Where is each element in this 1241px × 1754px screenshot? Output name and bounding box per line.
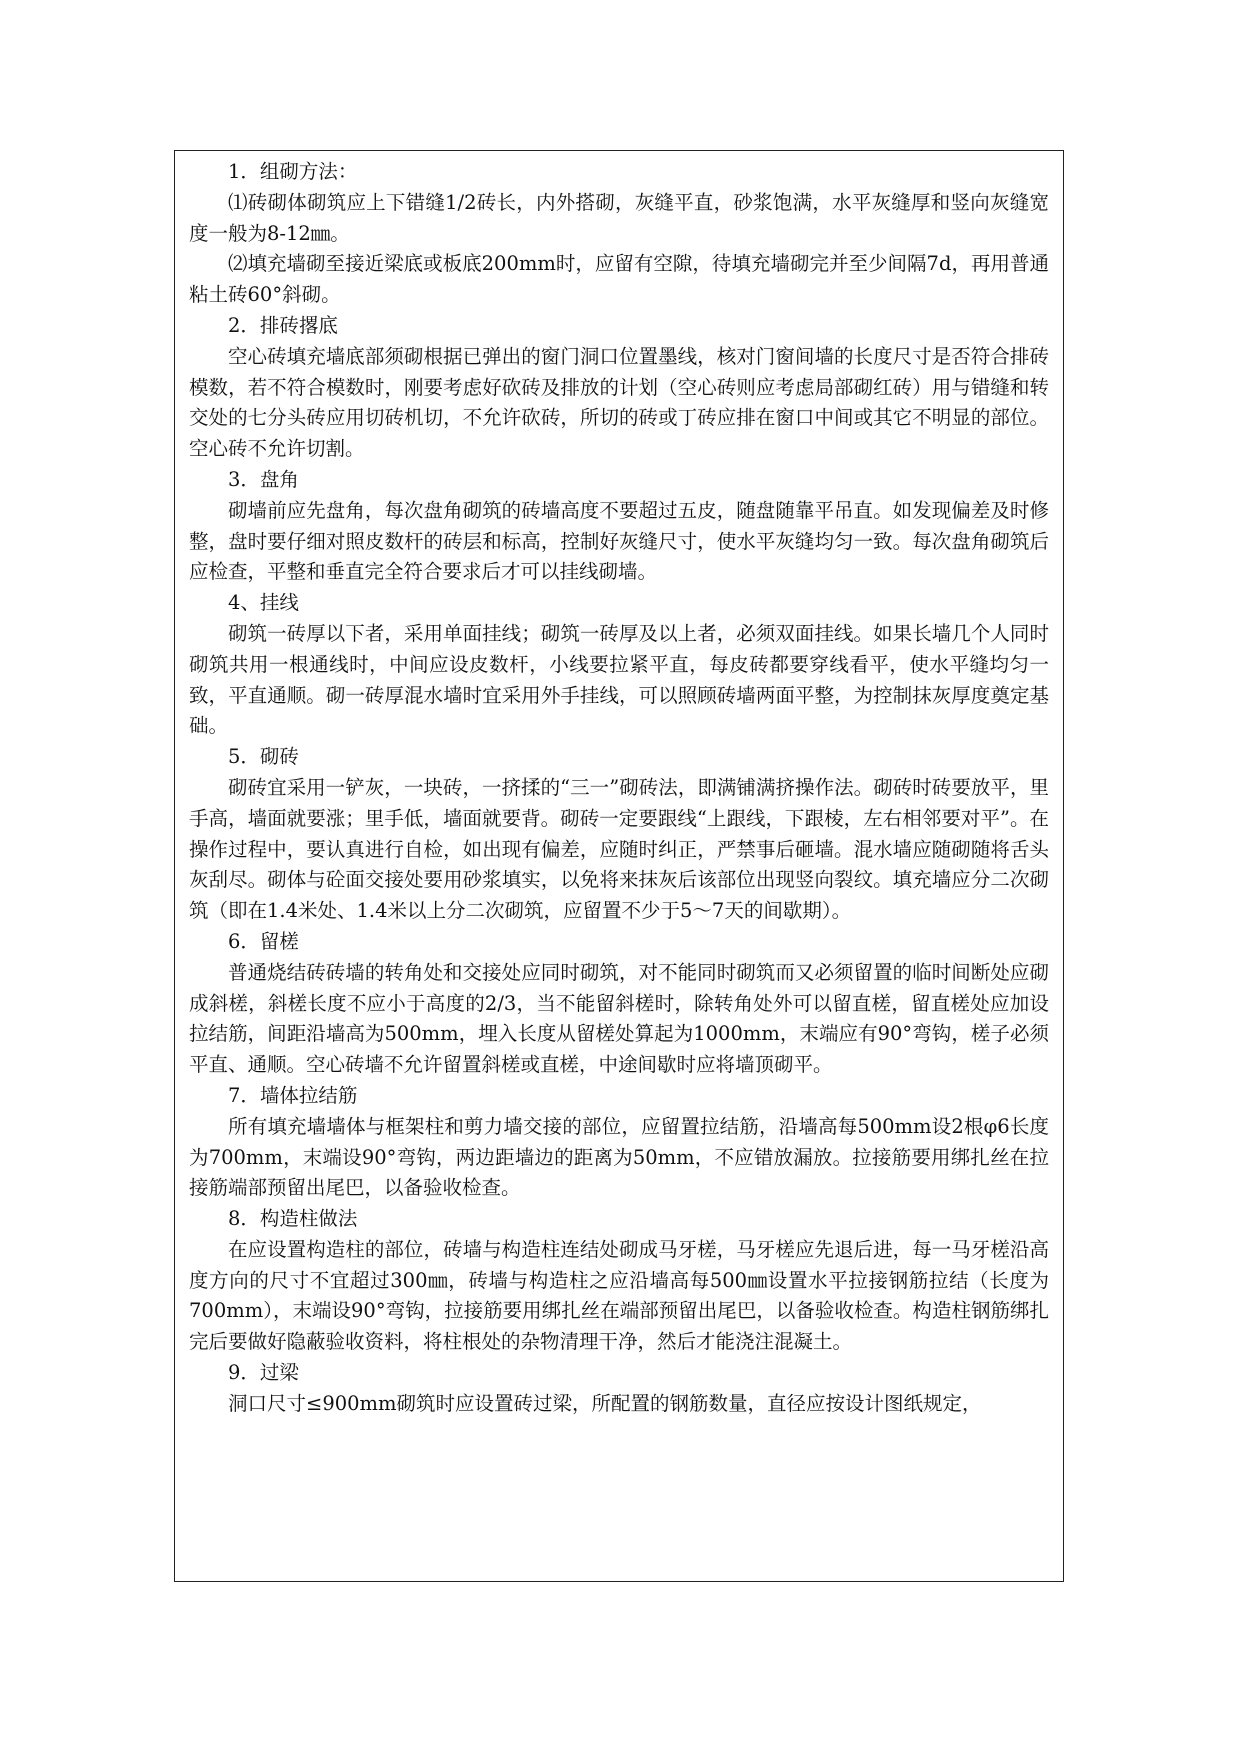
- heading-7: 7．墙体拉结筋: [228, 1083, 358, 1107]
- paragraph-3: 砌墙前应先盘角，每次盘角砌筑的砖墙高度不要超过五皮，随盘随靠平吊直。如发现偏差及时修整，盘时要仔细对照皮数杆的砖层和标高，控制好灰缝尺寸，使水平灰缝均匀一致。每次盘角砌筑后应检查，平整和垂直完全符合要求后才可以挂线砌墙。: [189, 498, 1049, 584]
- paragraph-9: 洞口尺寸≤900mm砌筑时应设置砖过梁，所配置的钢筋数量，直径应按设计图纸规定，: [228, 1391, 982, 1415]
- heading-5: 5．砌砖: [228, 745, 299, 769]
- heading-6: 6．留槎: [228, 929, 299, 953]
- heading-9: 9．过梁: [228, 1361, 299, 1385]
- paragraph-4: 砌筑一砖厚以下者，采用单面挂线；砌筑一砖厚及以上者，必须双面挂线。如果长墙几个人同时砌筑共用一根通线时，中间应设皮数杆，小线要拉紧平直，每皮砖都要穿线看平，使水平缝均匀一致，平直通顺。砌一砖厚混水墙时宜采用外手挂线，可以照顾砖墙两面平整，为控制抹灰厚度奠定基础。: [189, 621, 1049, 738]
- paragraph-1-2: ⑵填充墙砌至接近梁底或板底200mm时，应留有空隙，待填充墙砌完并至少间隔7d，再用普通粘土砖60°斜砌。: [189, 252, 1049, 307]
- paragraph-7: 所有填充墙墙体与框架柱和剪力墙交接的部位，应留置拉结筋，沿墙高每500mm设2根φ6长度为700mm，末端设90°弯钩，两边距墙边的距离为50mm，不应错放漏放。拉接筋要用绑扎丝在拉接筋端部预留出尾巴，以备验收检查。: [189, 1114, 1049, 1200]
- heading-3: 3．盘角: [228, 467, 299, 491]
- heading-2: 2．排砖撂底: [228, 313, 338, 337]
- heading-8: 8．构造柱做法: [228, 1207, 358, 1231]
- paragraph-1-1: ⑴砖砌体砌筑应上下错缝1/2砖长，内外搭砌，灰缝平直，砂浆饱满，水平灰缝厚和竖向灰缝宽度一般为8-12㎜。: [189, 190, 1049, 245]
- paragraph-2: 空心砖填充墙底部须砌根据已弹出的窗门洞口位置墨线，核对门窗间墙的长度尺寸是否符合排砖模数，若不符合模数时，刚要考虑好砍砖及排放的计划（空心砖则应考虑局部砌红砖）用与错缝和转交处的七分头砖应用切砖机切，不允许砍砖，所切的砖或丁砖应排在窗口中间或其它不明显的部位。空心砖不允许切割。: [189, 344, 1049, 461]
- paragraph-6: 普通烧结砖砖墙的转角处和交接处应同时砌筑，对不能同时砌筑而又必须留置的临时间断处应砌成斜槎，斜槎长度不应小于高度的2/3，当不能留斜槎时，除转角处外可以留直槎，留直槎处应加设拉结筋，间距沿墙高为500mm，埋入长度从留槎处算起为1000mm，末端应有90°弯钩，槎子必须平直、通顺。空心砖墙不允许留置斜槎或直槎，中途间歇时应将墙顶砌平。: [189, 960, 1049, 1077]
- heading-4: 4、挂线: [228, 591, 299, 615]
- paragraph-5: 砌砖宜采用一铲灰，一块砖，一挤揉的“三一”砌砖法，即满铺满挤操作法。砌砖时砖要放平，里手高，墙面就要涨；里手低，墙面就要背。砌砖一定要跟线“上跟线，下跟棱，左右相邻要对平”。在操作过程中，要认真进行自检，如出现有偏差，应随时纠正，严禁事后砸墙。混水墙应随砌随将舌头灰刮尽。砌体与砼面交接处要用砂浆填实，以免将来抹灰后该部位出现竖向裂纹。填充墙应分二次砌筑（即在1.4米处、1.4米以上分二次砌筑，应留置不少于5～7天的间歇期）。: [189, 775, 1049, 923]
- heading-1: 1．组砌方法：: [228, 160, 358, 183]
- document-table-cell: [174, 150, 1064, 1582]
- paragraph-8: 在应设置构造柱的部位，砖墙与构造柱连结处砌成马牙槎，马牙槎应先退后进，每一马牙槎沿高度方向的尺寸不宜超过300㎜，砖墙与构造柱之应沿墙高每500㎜设置水平拉接钢筋拉结（长度为700mm），末端设90°弯钩，拉接筋要用绑扎丝在端部预留出尾巴，以备验收检查。构造柱钢筋绑扎完后要做好隐蔽验收资料，将柱根处的杂物清理干净，然后才能浇注混凝土。: [189, 1237, 1049, 1354]
